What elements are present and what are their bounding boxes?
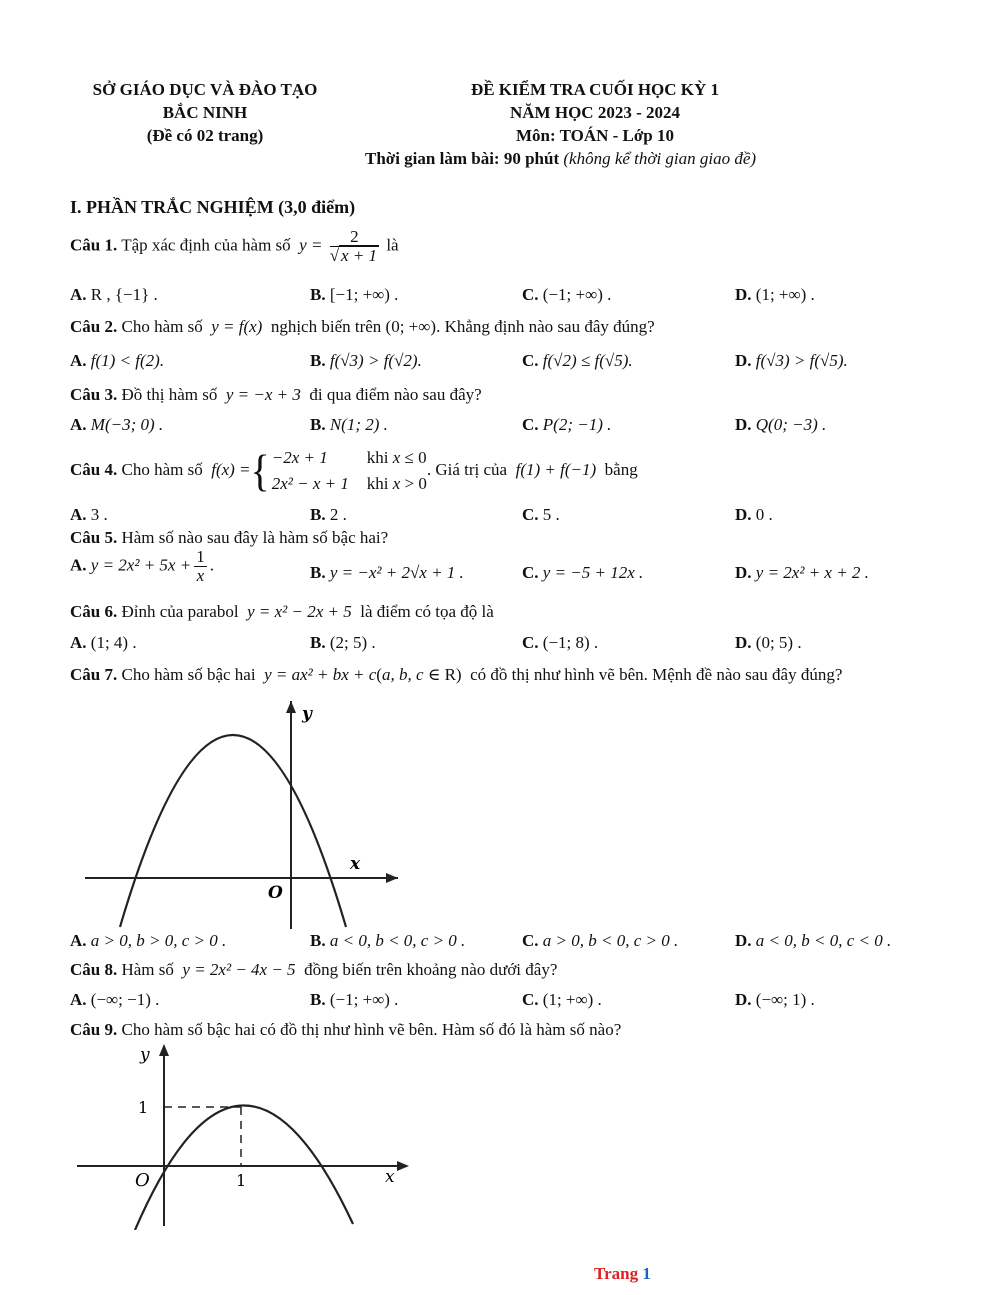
question-text: đi qua điểm nào sau đây? [309,385,482,404]
math-formula: y = ax² + bx + c [259,665,377,684]
y-axis-label: y [302,704,312,724]
option-letter: A. [70,990,87,1009]
question-9 [70,1020,621,1040]
question-8 [70,960,557,980]
option-letter: B. [310,415,326,434]
option-letter: D. [735,563,752,582]
q4-option-c [522,505,560,525]
q7-option-d [735,931,891,951]
math-formula: f(1) + f(−1) [511,459,601,479]
footer-page-number: 1 [642,1264,651,1283]
math-formula: y = 2x² − 4x − 5 [178,960,300,979]
option-letter: D. [735,505,752,524]
option-letter: B. [310,351,326,370]
brace-symbol: { [250,445,270,496]
q7-parabola-graph [80,695,400,930]
question-text: Cho hàm số bậc hai có đồ thị như hình vẽ bên. Hàm số đó là hàm số nào? [121,1020,622,1039]
question-text: Cho hàm số bậc hai [121,665,256,684]
option-letter: B. [310,990,326,1009]
option-text: M(−3; 0) . [90,415,164,434]
origin-label: O [135,1170,150,1191]
time-limit [365,149,756,169]
question-text: có đồ thị như hình vẽ bên. Mệnh đề nào sau đây đúng? [470,665,843,684]
option-letter: D. [735,990,752,1009]
school-year: NĂM HỌC 2023 - 2024 [510,103,680,122]
option-text: f(√3) > f(√2). [329,351,422,370]
x-axis-arrow [397,1161,409,1171]
q8-option-a [70,990,159,1010]
question-text: . Khẳng định nào sau đây đúng? [436,317,655,336]
question-text: là điểm có tọa độ là [360,602,494,621]
option-text: (−∞; −1) . [90,990,160,1009]
question-label: Câu 5. [70,528,118,547]
option-letter: C. [522,990,539,1009]
option-letter: B. [310,505,326,524]
option-letter: A. [70,633,87,652]
question-text: nghịch biến trên [270,317,382,336]
math-formula: y = [294,235,323,255]
option-text: f(1) < f(2). [90,351,165,370]
q7-option-a [70,931,226,951]
question-label: Câu 2. [70,317,118,336]
question-text: Đỉnh của parabol [121,602,239,621]
x-tick-1: 1 [236,1171,247,1190]
piecewise-cases: −2x + 1 khi x ≤ 0 2x² − x + 1 khi x > 0 [271,448,427,493]
option-text: f(√2) ≤ f(√5). [542,351,633,370]
math-condition: (a, b, c ∈ R) [376,665,466,684]
q5-option-b [310,563,464,583]
option-letter: D. [735,633,752,652]
question-text: đồng biến trên khoảng nào dưới đây? [304,960,558,979]
option-letter: A. [70,351,87,370]
option-letter: C. [522,415,539,434]
option-text: (1; +∞) . [542,990,602,1009]
time-limit-bold: Thời gian làm bài: 90 phút [365,149,560,168]
q9-parabola-graph [75,1040,415,1230]
q5-option-a: A. y = 2x² + 5x + $\frac{1}{x}$ . [70,547,214,585]
q8-option-c [522,990,602,1010]
question-text: Đồ thị hàm số [121,385,218,404]
y-axis-arrow [286,701,296,713]
option-letter: C. [522,285,539,304]
option-letter: C. [522,351,539,370]
q3-option-b [310,415,388,435]
q4-option-b [310,505,347,525]
question-text: Hàm số [121,960,174,979]
option-text: (−1; +∞) . [329,990,399,1009]
option-text: y = 2x² + x + 2 . [755,563,869,582]
parabola-curve [135,1105,353,1230]
question-label: Câu 3. [70,385,118,404]
subject: Môn: TOÁN - Lớp 10 [515,126,675,145]
option-letter: C. [522,633,539,652]
q2-option-d [735,351,848,371]
option-text: (−∞; 1) . [755,990,815,1009]
question-label: Câu 7. [70,665,118,684]
fraction: $\frac{2}{√ x + 1}$ [329,227,378,265]
option-text: [−1; +∞) . [329,285,399,304]
page-footer [594,1264,651,1284]
q3-option-c [522,415,611,435]
question-6 [70,602,494,622]
option-text: (2; 5) . [329,633,376,652]
q5-option-d [735,563,869,583]
x-axis-arrow [386,873,398,883]
option-text: 2 . [329,505,347,524]
math-interval: (0; +∞) [385,317,437,336]
option-letter: A. [70,555,87,575]
question-label: Câu 6. [70,602,118,621]
question-label: Câu 1. [70,235,118,255]
q1-option-d [735,285,815,305]
question-label: Câu 4. [70,459,118,479]
origin-label: O [268,883,283,903]
option-text: (0; 5) . [755,633,802,652]
option-letter: B. [310,285,326,304]
question-text: Hàm số nào sau đây là hàm số bậc hai? [121,528,389,547]
question-7 [70,665,842,685]
option-text: 0 . [755,505,773,524]
option-text: (−1; 8) . [542,633,599,652]
option-letter: D. [735,351,752,370]
option-text: a > 0, b > 0, c > 0 . [90,931,227,950]
q1-option-b [310,285,398,305]
q2-option-c [522,351,633,371]
parabola-curve [120,735,346,927]
q8-option-b [310,990,398,1010]
fraction: $\frac{1}{x}$ [196,547,205,585]
q6-option-c [522,633,598,653]
footer-word: Trang [594,1264,639,1283]
q3-option-d [735,415,826,435]
q5-option-c [522,563,643,583]
option-letter: A. [70,931,87,950]
option-text: a < 0, b < 0, c < 0 . [755,931,892,950]
q6-option-b [310,633,376,653]
math-formula: f(x) = [206,459,251,479]
option-text: f(√3) > f(√5). [755,351,848,370]
option-letter: C. [522,563,539,582]
q7-option-b [310,931,465,951]
y-tick-1: 1 [138,1098,149,1117]
question-text: bằng [604,459,638,479]
q1-option-a [70,285,158,305]
q3-option-a [70,415,163,435]
q7-option-c [522,931,678,951]
option-text: y = −5 + 12x . [542,563,644,582]
option-text: (1; +∞) . [755,285,815,304]
option-text: a < 0, b < 0, c > 0 . [329,931,466,950]
question-5 [70,528,388,548]
math-formula: y = f(x) [206,317,267,336]
option-text: (1; 4) . [90,633,137,652]
question-text: Cho hàm số [121,317,203,336]
q1-option-c [522,285,611,305]
option-text: y = −x² + 2√x + 1 . [329,563,464,582]
question-text: Tập xác định của hàm số [121,235,291,255]
q4-option-d [735,505,773,525]
option-text: Q(0; −3) . [755,415,827,434]
option-text: N(1; 2) . [329,415,388,434]
question-text: Cho hàm số [121,459,203,479]
math-formula: y = −x + 3 [221,385,306,404]
option-letter: C. [522,931,539,950]
option-text: R , {−1} . [90,285,158,304]
province-name: BẮC NINH [162,103,248,122]
q2-option-a [70,351,164,371]
department-name: SỞ GIÁO DỤC VÀ ĐÀO TẠO [92,80,318,99]
option-text: 5 . [542,505,560,524]
math-formula: y = x² − 2x + 5 [242,602,356,621]
time-limit-note: (không kể thời gian giao đề) [563,149,757,168]
q6-option-d [735,633,802,653]
q6-option-a [70,633,137,653]
page-count-note: (Đề có 02 trang) [146,126,264,145]
option-letter: B. [310,563,326,582]
option-text: a > 0, b < 0, c > 0 . [542,931,679,950]
option-letter: D. [735,285,752,304]
option-letter: B. [310,931,326,950]
question-2 [70,317,655,337]
option-letter: A. [70,415,87,434]
question-label: Câu 8. [70,960,118,979]
option-text: (−1; +∞) . [542,285,612,304]
option-letter: A. [70,505,87,524]
option-letter: D. [735,931,752,950]
question-text: . Giá trị của [426,459,508,479]
question-4 [70,445,638,497]
question-3 [70,385,482,405]
option-letter: A. [70,285,87,304]
section-title: I. PHẦN TRẮC NGHIỆM (3,0 điểm) [70,197,356,217]
y-axis-arrow [159,1044,169,1056]
option-text: P(2; −1) . [542,415,612,434]
y-axis-label: y [140,1045,150,1065]
option-text: 3 . [90,505,108,524]
option-letter: B. [310,633,326,652]
q2-option-b [310,351,422,371]
option-letter: D. [735,415,752,434]
question-1 [70,228,399,265]
q8-option-d [735,990,815,1010]
x-axis-label: x [385,1167,395,1187]
question-label: Câu 9. [70,1020,118,1039]
q4-option-a [70,505,108,525]
option-letter: C. [522,505,539,524]
question-tail: là [386,235,399,255]
exam-title: ĐỀ KIỂM TRA CUỐI HỌC KỲ 1 [470,80,720,99]
x-axis-label: x [350,854,361,874]
